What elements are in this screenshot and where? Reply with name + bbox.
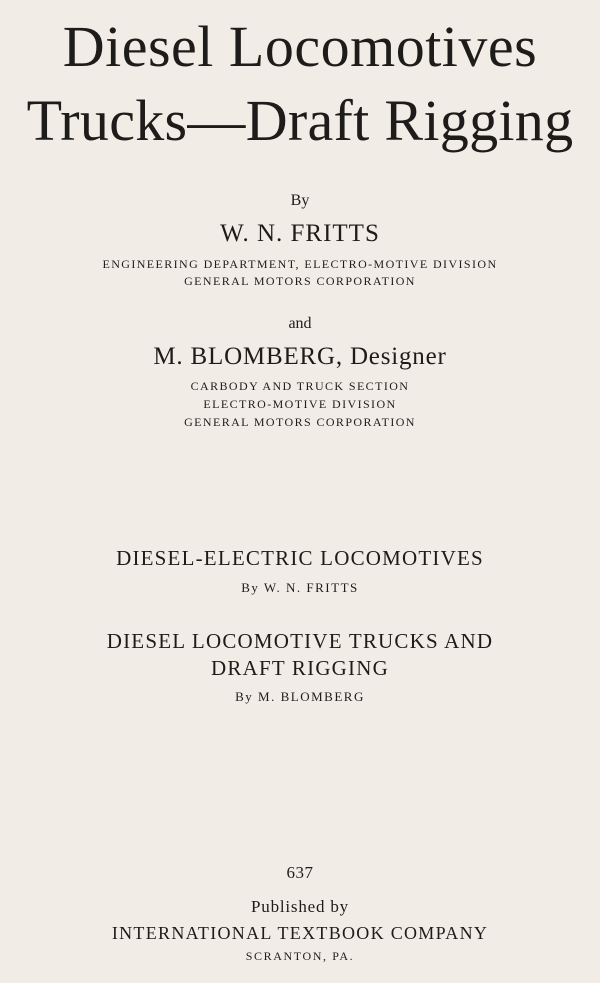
by-label: By	[290, 192, 310, 209]
author-2-name: M. BLOMBERG, Designer	[153, 343, 447, 370]
book-title-line-1: Diesel Locomotives	[62, 14, 538, 79]
author-2-affiliation-line-2: ELECTRO-MOTIVE DIVISION	[203, 397, 397, 411]
author-2-affiliation-line-3: GENERAL MOTORS CORPORATION	[184, 415, 416, 429]
and-label: and	[288, 315, 312, 332]
publisher-name: INTERNATIONAL TEXTBOOK COMPANY	[111, 923, 489, 943]
author-1-name: W. N. FRITTS	[220, 220, 380, 247]
publisher-location: SCRANTON, PA.	[245, 949, 355, 963]
author-1-affiliation-line-1: ENGINEERING DEPARTMENT, ELECTRO-MOTIVE DIVISION	[102, 257, 498, 271]
work-1-byline: By W. N. FRITTS	[241, 580, 359, 595]
author-2-affiliation-line-1: CARBODY AND TRUCK SECTION	[190, 379, 410, 393]
book-title-line-2: Trucks—Draft Rigging	[26, 88, 574, 153]
work-1-title: DIESEL-ELECTRIC LOCOMOTIVES	[116, 546, 484, 570]
published-by-label: Published by	[251, 897, 349, 916]
work-2-byline: By M. BLOMBERG	[235, 689, 365, 704]
page-number: 637	[286, 863, 314, 882]
work-2-title-line-2: DRAFT RIGGING	[211, 656, 389, 680]
author-1-affiliation-line-2: GENERAL MOTORS CORPORATION	[184, 274, 416, 288]
work-2-title-line-1: DIESEL LOCOMOTIVE TRUCKS AND	[106, 629, 494, 653]
